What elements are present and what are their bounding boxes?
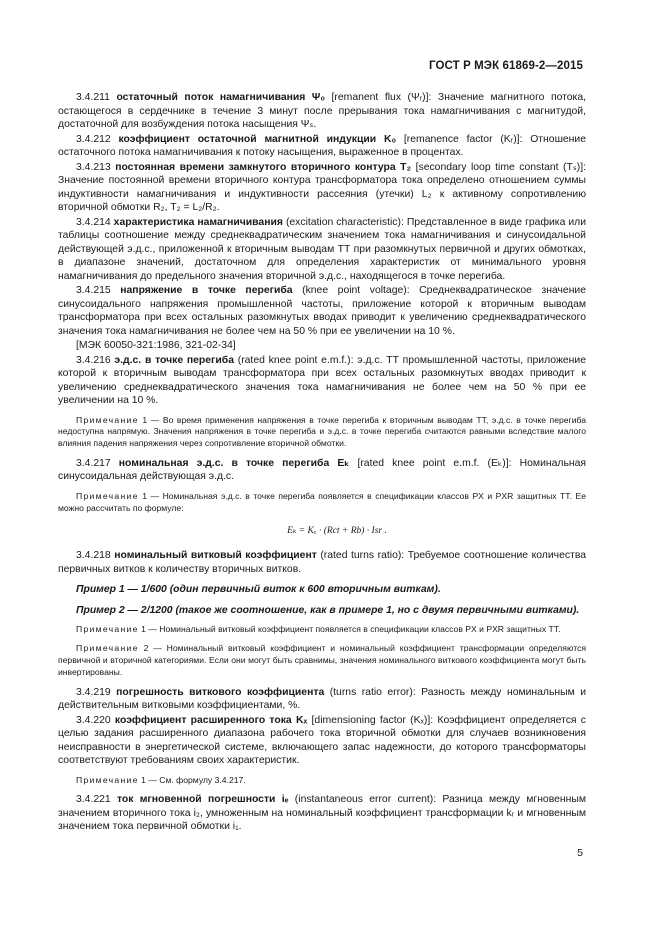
term-symbol: Kₓ xyxy=(295,714,308,726)
term-title: напряжение в точке перегиба xyxy=(120,285,293,296)
document-header: ГОСТ Р МЭК 61869-2—2015 xyxy=(429,60,583,72)
term-definition: (rated knee point e.m.f.): э.д.с. ТТ промышленной частоты, приложение которой к вторичным выводам трансформатора при всех остальных разомкнутых вводах приводит к увеличению среднеквадратического значения тока намагничивания не более чем на 50 % при ее увеличении на 10 %. xyxy=(58,354,587,406)
term-3-4-216 xyxy=(58,354,586,408)
term-3-4-218 xyxy=(58,549,586,576)
note-label: Примечание xyxy=(76,624,139,635)
term-number: 3.4.216 xyxy=(76,354,111,366)
term-title: характеристика намагничивания xyxy=(113,216,283,228)
note-3-4-218-2 xyxy=(58,643,586,678)
term-title: коэффициент остаточной магнитной индукции xyxy=(118,133,377,145)
term-number: 3.4.214 xyxy=(76,216,111,228)
term-number: 3.4.211 xyxy=(76,92,110,103)
term-number: 3.4.218 xyxy=(76,550,111,562)
term-definition: [remanent flux (Ψᵣ)]: Значение магнитного потока, остающегося в сердечнике в течение 3 минут после прерывания тока намагничивания с магнитудой, достаточной для возбуждения потока насыщения Ψₛ. xyxy=(58,92,586,130)
note-3-4-218-1 xyxy=(58,624,586,636)
term-number: 3.4.212 xyxy=(76,133,111,145)
term-number: 3.4.220 xyxy=(76,714,111,726)
term-title: остаточный поток намагничивания xyxy=(116,92,306,103)
term-number: 3.4.213 xyxy=(76,161,111,173)
source-reference: [МЭК 60050-321:1986, 321-02-34] xyxy=(76,340,236,351)
term-symbol: T₂ xyxy=(400,161,412,173)
note-3-4-217 xyxy=(58,491,586,515)
knee-point-formula: Eₖ = Kₓ · (Rct + Rb) · Isr . xyxy=(287,526,387,537)
term-symbol: Ψ₀ xyxy=(311,92,325,103)
term-3-4-220 xyxy=(58,714,586,768)
term-definition: [remanence factor (Kᵣ)]: Отношение остаточного потока намагничивания к потоку насыщения, выраженное в процентах. xyxy=(58,133,587,158)
note-label: Примечание xyxy=(76,774,139,785)
note-3-4-216 xyxy=(58,415,586,450)
term-title: постоянная времени замкнутого вторичного контура xyxy=(115,161,396,173)
example-1: Пример 1 — 1/600 (один первичный виток к 600 вторичным виткам). xyxy=(76,584,441,596)
term-number: 3.4.219 xyxy=(76,686,111,698)
term-title: номинальная э.д.с. в точке перегиба xyxy=(118,457,330,469)
term-definition: [secondary loop time constant (Tₛ)]: Значение постоянной времени вторичного контура трансформатора тока определено отношением суммы индуктивности намагничивания и индуктивности рассеяния (утечки) L₂ к активному сопротивлению вторичной обмотки R₂, T₂ = L₂/R₂. xyxy=(58,161,586,213)
term-definition: [dimensioning factor (Kₓ)]: Коэффициент определяется с целью задания расширенного диапазона рабочего тока вторичной обмотки для случаев возникновения неисправности в энергетической системе, включающего запас надежности, до которого трансформаторы соответствуют требованиям своих характеристик. xyxy=(58,714,586,767)
term-number: 3.4.221 xyxy=(76,794,111,806)
term-definition: [rated knee point e.m.f. (Eₖ)]: Номинальная синусоидальная действующая э.д.с. xyxy=(58,457,587,483)
term-number: 3.4.217 xyxy=(76,457,111,469)
example-2: Пример 2 — 2/1200 (такое же соотношение, как в примере 1, но с двумя первичными витками). xyxy=(76,604,580,616)
term-symbol: Eₖ xyxy=(337,457,350,469)
note-text: 1 — Номинальный витковый коэффициент появляется в спецификации классов PX и PXR защитных ТТ. xyxy=(141,624,561,635)
term-3-4-221 xyxy=(58,793,586,834)
term-title: номинальный витковый коэффициент xyxy=(114,550,317,562)
note-text: 1 — Номинальная э.д.с. в точке перегиба появляется в спецификации классов PX и PXR защитных ТТ. Ее можно рассчитать по формуле: xyxy=(58,490,586,513)
term-3-4-213 xyxy=(58,161,586,215)
term-title: коэффициент расширенного тока xyxy=(114,714,292,726)
note-3-4-220 xyxy=(58,775,586,787)
term-3-4-212 xyxy=(58,133,586,160)
term-symbol: K₀ xyxy=(383,133,397,145)
term-title: погрешность виткового коэффициента xyxy=(116,686,325,698)
note-text: 2 — Номинальный витковый коэффициент и номинальный коэффициент трансформации определяются первичной и вторичной категориями. Если они могут быть сравнимы, значения номинального виткового коэффициента могут быть инвертированы. xyxy=(58,643,587,677)
term-definition: (knee point voltage): Среднеквадратическое значение синусоидального напряжения промышленной частоты, приложение которой к вторичным выводам трансформатора при всех остальных разомкнутых вводах приводит к увеличению среднеквадратического значения тока намагничивания не более чем на 50 % при ее увеличении на 10 %. xyxy=(58,285,587,337)
term-definition: (excitation characteristic): Представленное в виде графика или таблицы соотношение между среднеквадратическим значением тока намагничивания и синусоидальной действующей э.д.с., приложенной к вторичным выводам ТТ при разомкнутых первичной и других обмотках, в диапазоне значений, достаточном для определения характеристик от минимального уровня намагничивания до предельного значения вторичной э.д.с., находящегося в точке перегиба. xyxy=(58,216,587,282)
term-definition: (instantaneous error current): Разница между мгновенным значением вторичного тока i₂, умноженным на номинальный коэффициент трансформации kᵣ и мгновенным значением тока первичной обмотки i₁. xyxy=(58,794,586,833)
term-3-4-215 xyxy=(58,284,586,338)
term-3-4-214 xyxy=(58,216,586,284)
term-title: э.д.с. в точке перегиба xyxy=(114,354,234,366)
term-3-4-219 xyxy=(58,686,586,713)
term-symbol: iₑ xyxy=(281,794,289,806)
term-3-4-211 xyxy=(58,91,586,132)
note-label: Примечание xyxy=(76,643,139,654)
note-label: Примечание xyxy=(76,414,139,425)
document-body xyxy=(58,91,586,835)
term-definition: (rated turns ratio): Требуемое соотношение количества первичных витков к количеству вторичных витков. xyxy=(58,550,587,575)
term-number: 3.4.215 xyxy=(76,285,111,296)
term-title: ток мгновенной погрешности xyxy=(116,794,276,806)
page-number: 5 xyxy=(577,847,583,859)
note-text: 1 — См. формулу 3.4.217. xyxy=(141,774,246,785)
note-text: 1 — Во время применения напряжения в точке перегиба к вторичным выводам ТТ, э.д.с. в точке перегиба недоступна напрямую. Значения напряжения в точке перегиба и э.д.с. в точке перегиба считаются равными вследствие малого влияния падения напряжения через сопротивление вторичной обмотки. xyxy=(58,414,586,449)
note-label: Примечание xyxy=(76,490,139,501)
term-3-4-217 xyxy=(58,457,586,484)
term-definition: (turns ratio error): Разность между номинальным и действительным витковыми коэффициентами, %. xyxy=(58,686,587,712)
